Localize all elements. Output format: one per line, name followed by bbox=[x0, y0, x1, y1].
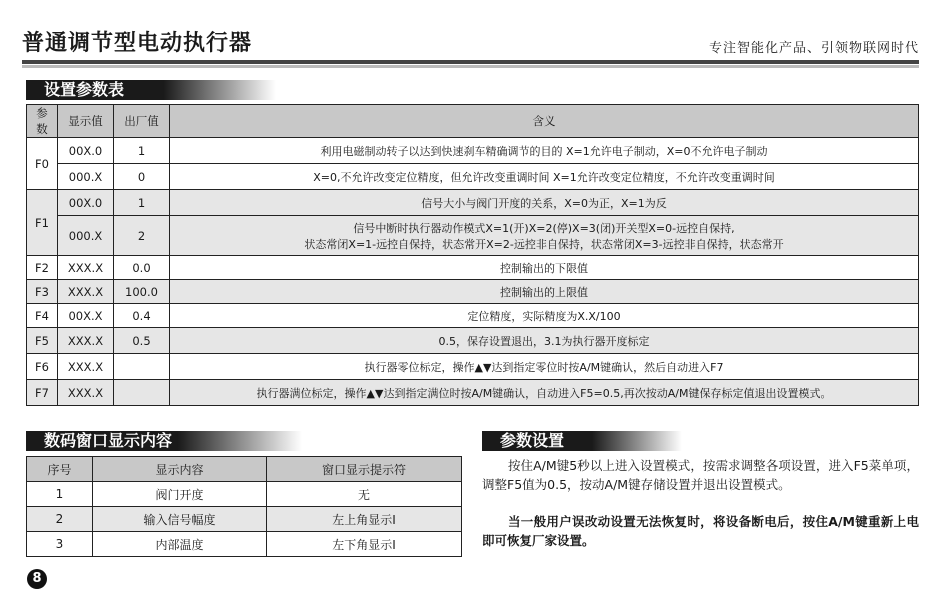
param-cell: F4 bbox=[27, 304, 58, 328]
header-display: 显示值 bbox=[58, 105, 114, 138]
no-cell: 3 bbox=[27, 532, 93, 557]
header-hint: 窗口显示提示符 bbox=[267, 457, 462, 482]
default-cell: 1 bbox=[114, 138, 170, 164]
default-cell: 0.0 bbox=[114, 256, 170, 280]
param-cell: F2 bbox=[27, 256, 58, 280]
meaning-cell: 利用电磁制动转子以达到快速刹车精确调节的目的 X=1允许电子制动，X=0不允许电子制动 bbox=[170, 138, 919, 164]
default-cell bbox=[114, 354, 170, 380]
no-cell: 1 bbox=[27, 482, 93, 507]
table-row bbox=[27, 280, 919, 304]
table-row bbox=[27, 164, 919, 190]
display-cell: 00X.0 bbox=[58, 190, 114, 216]
meaning-cell: 信号大小与阀门开度的关系，X=0为正，X=1为反 bbox=[170, 190, 919, 216]
table-row bbox=[27, 532, 462, 557]
param-cell: F3 bbox=[27, 280, 58, 304]
display-cell: 00X.X bbox=[58, 304, 114, 328]
default-cell: 1 bbox=[114, 190, 170, 216]
content-cell: 内部温度 bbox=[93, 532, 267, 557]
table-row bbox=[27, 507, 462, 532]
display-cell: XXX.X bbox=[58, 328, 114, 354]
display-cell: XXX.X bbox=[58, 380, 114, 406]
page-number: 8 bbox=[27, 569, 47, 589]
meaning-cell: 执行器满位标定，操作▲▼达到指定满位时按A/M键确认，自动进入F5=0.5,再次按动A/M键保存标定值退出设置模式。 bbox=[170, 380, 919, 406]
settings-paragraph-2: 当一般用户误改动设置无法恢复时，将设备断电后，按住A/M键重新上电即可恢复厂家设置。 bbox=[482, 514, 919, 548]
default-cell: 100.0 bbox=[114, 280, 170, 304]
meaning-cell: 定位精度，实际精度为X.X/100 bbox=[170, 304, 919, 328]
table-row bbox=[27, 216, 919, 256]
display-cell: XXX.X bbox=[58, 354, 114, 380]
meaning-line: 信号中断时执行器动作模式X=1(开)X=2(停)X=3(闭)开关型X=0-远控自保持, bbox=[353, 221, 735, 235]
meaning-cell: X=0,不允许改变定位精度，但允许改变重调时间 X=1允许改变定位精度，不允许改变重调时间 bbox=[170, 164, 919, 190]
display-header-row bbox=[27, 457, 462, 482]
default-cell bbox=[114, 380, 170, 406]
hint-cell: 无 bbox=[267, 482, 462, 507]
table-row bbox=[27, 380, 919, 406]
default-cell: 0.5 bbox=[114, 328, 170, 354]
table-row bbox=[27, 256, 919, 280]
param-cell: F1 bbox=[27, 190, 58, 256]
default-cell: 2 bbox=[114, 216, 170, 256]
param-cell: F6 bbox=[27, 354, 58, 380]
params-section-title: 设置参数表 bbox=[26, 80, 276, 100]
display-cell: XXX.X bbox=[58, 256, 114, 280]
meaning-cell: 0.5，保存设置退出，3.1为执行器开度标定 bbox=[170, 328, 919, 354]
meaning-cell: 执行器零位标定，操作▲▼达到指定零位时按A/M键确认，然后自动进入F7 bbox=[170, 354, 919, 380]
header-default: 出厂值 bbox=[114, 105, 170, 138]
settings-paragraph-1: 按住A/M键5秒以上进入设置模式，按需求调整各项设置，进入F5菜单项，调整F5值为0.5，按动A/M键存储设置并退出设置模式。 bbox=[482, 458, 919, 492]
param-cell: F0 bbox=[27, 138, 58, 190]
no-cell: 2 bbox=[27, 507, 93, 532]
header-slogan: 专注智能化产品、引领物联网时代 bbox=[708, 41, 919, 56]
display-cell: 000.X bbox=[58, 216, 114, 256]
meaning-cell bbox=[170, 216, 919, 256]
header-content: 显示内容 bbox=[93, 457, 267, 482]
default-cell: 0.4 bbox=[114, 304, 170, 328]
content-cell: 阀门开度 bbox=[93, 482, 267, 507]
table-row bbox=[27, 304, 919, 328]
table-row bbox=[27, 190, 919, 216]
display-cell: XXX.X bbox=[58, 280, 114, 304]
display-cell: 000.X bbox=[58, 164, 114, 190]
header-rule bbox=[22, 60, 919, 64]
table-row bbox=[27, 328, 919, 354]
meaning-line: 状态常闭X=1-远控自保持，状态常开X=2-远控非自保持，状态常闭X=3-远控非自保持，状态常开 bbox=[304, 237, 784, 251]
table-row bbox=[27, 354, 919, 380]
hint-cell: 左上角显示Ⅰ bbox=[267, 507, 462, 532]
table-row bbox=[27, 482, 462, 507]
params-table bbox=[26, 104, 919, 406]
default-cell: 0 bbox=[114, 164, 170, 190]
hint-cell: 左下角显示Ⅰ bbox=[267, 532, 462, 557]
param-cell: F5 bbox=[27, 328, 58, 354]
page-title: 普通调节型电动执行器 bbox=[22, 31, 253, 56]
display-section-title: 数码窗口显示内容 bbox=[26, 431, 302, 451]
params-header-row bbox=[27, 105, 919, 138]
display-table bbox=[26, 456, 462, 557]
table-row bbox=[27, 138, 919, 164]
meaning-cell: 控制输出的上限值 bbox=[170, 280, 919, 304]
meaning-cell: 控制输出的下限值 bbox=[170, 256, 919, 280]
header-rule-light bbox=[22, 65, 919, 68]
display-cell: 00X.0 bbox=[58, 138, 114, 164]
settings-section-title: 参数设置 bbox=[482, 431, 682, 451]
param-cell: F7 bbox=[27, 380, 58, 406]
header-param: 参数 bbox=[27, 105, 58, 138]
header-no: 序号 bbox=[27, 457, 93, 482]
header-meaning: 含义 bbox=[170, 105, 919, 138]
content-cell: 输入信号幅度 bbox=[93, 507, 267, 532]
